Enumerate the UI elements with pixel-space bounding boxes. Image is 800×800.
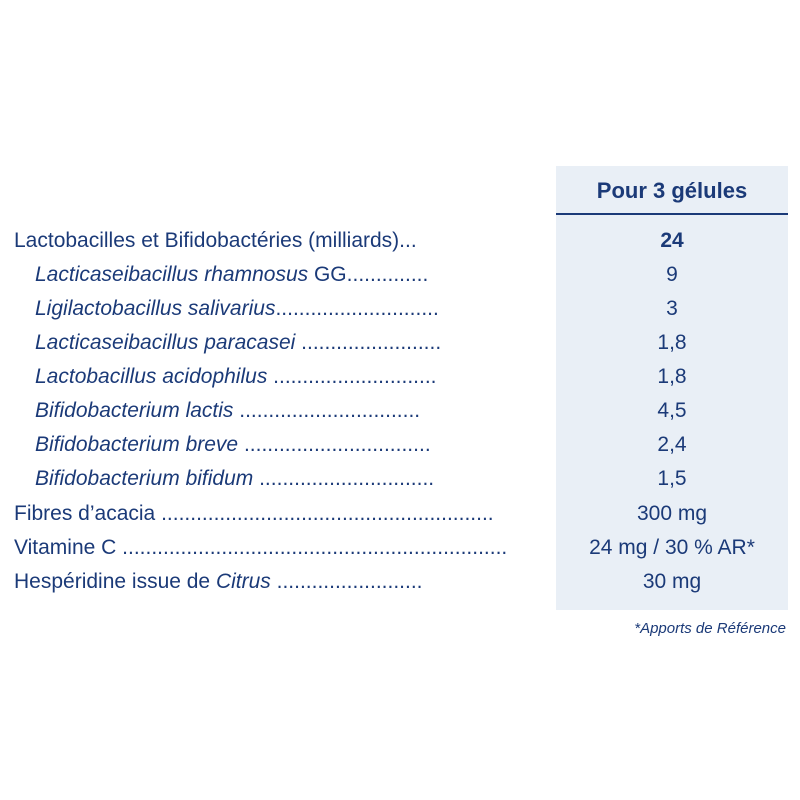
row-label-italic: Bifidobacterium bifidum <box>35 467 254 490</box>
row-value: 24 <box>660 229 684 252</box>
row-label-italic: Ligilactobacillus salivarius <box>35 297 276 320</box>
row-label <box>35 394 542 428</box>
row-value: 4,5 <box>657 399 687 422</box>
table-row <box>0 428 800 462</box>
row-label <box>35 258 542 292</box>
row-label-italic: Lacticaseibacillus paracasei <box>35 331 296 354</box>
row-leader: .............................. <box>253 467 435 490</box>
row-label-plain: Hespéridine issue de <box>14 570 216 593</box>
row-value: 1,5 <box>657 467 687 490</box>
column-header: Pour 3 gélules <box>596 178 748 203</box>
row-label <box>35 360 542 394</box>
row-value: 3 <box>666 297 678 320</box>
row-label-plain: Fibres d’acacia <box>14 502 156 525</box>
row-value: 1,8 <box>657 365 687 388</box>
table-row <box>0 394 800 428</box>
row-label <box>14 531 542 565</box>
row-leader: .................................................................. <box>122 536 508 559</box>
row-label-suffix: GG <box>308 263 347 286</box>
row-leader: ......................................................... <box>155 502 494 525</box>
row-label-italic: Citrus <box>215 570 271 593</box>
row-label-plain: Lactobacilles et Bifidobactéries (milliards) <box>14 229 400 252</box>
table-row <box>0 462 800 496</box>
row-leader: ............................... <box>233 399 421 422</box>
row-label <box>35 326 542 360</box>
row-value: 24 mg / 30 % AR* <box>589 536 755 559</box>
row-label-italic: Lactobacillus acidophilus <box>35 365 268 388</box>
row-leader: ......................... <box>270 570 423 593</box>
row-value: 30 mg <box>642 570 702 593</box>
row-label <box>14 565 542 599</box>
row-label-italic: Bifidobacterium lactis <box>35 399 234 422</box>
row-label <box>35 428 542 462</box>
row-label-italic: Lacticaseibacillus rhamnosus <box>35 263 309 286</box>
row-value: 9 <box>666 263 678 286</box>
table-row <box>0 292 800 326</box>
row-value: 2,4 <box>657 433 687 456</box>
row-value: 300 mg <box>636 502 708 525</box>
row-leader: ............................ <box>267 365 437 388</box>
row-label <box>35 292 542 326</box>
row-leader: ........................ <box>295 331 442 354</box>
row-label-italic: Bifidobacterium breve <box>35 433 239 456</box>
row-label <box>14 224 542 258</box>
row-label <box>35 462 542 496</box>
table-row <box>0 360 800 394</box>
footnote: *Apports de Référence <box>634 620 786 637</box>
row-label <box>14 497 542 531</box>
table-row <box>0 565 800 599</box>
row-leader: ............................ <box>275 297 439 320</box>
table-row <box>0 531 800 565</box>
row-label-plain: Vitamine C <box>14 536 123 559</box>
table-row <box>0 326 800 360</box>
row-value: 1,8 <box>657 331 687 354</box>
row-leader: ................................ <box>238 433 431 456</box>
table-row <box>0 497 800 531</box>
row-leader: ... <box>399 229 417 252</box>
table-row <box>0 258 800 292</box>
header-divider <box>556 213 788 215</box>
table-row <box>0 224 800 258</box>
row-leader: .............. <box>346 263 429 286</box>
